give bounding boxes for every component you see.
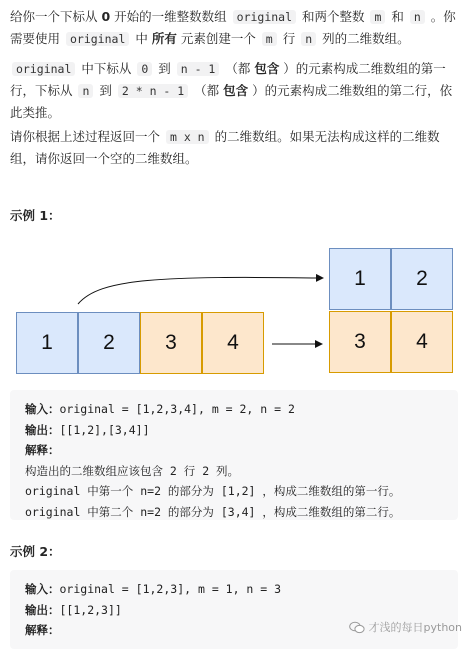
inline-code: 2 * n - 1 <box>118 84 188 98</box>
wechat-icon <box>349 621 365 634</box>
output-line <box>25 600 443 621</box>
example-2-title: 示例 2： <box>10 544 61 559</box>
output-label: 输出： <box>25 602 60 617</box>
explain-line <box>25 440 443 461</box>
text: 中 <box>131 31 152 46</box>
input-label: 输入： <box>25 402 60 416</box>
text: 到 <box>95 83 116 98</box>
text: 开始的一维整数数组 <box>110 9 231 24</box>
input-cell: 2 <box>78 312 140 374</box>
bold-text: 包含 <box>254 61 280 76</box>
inline-code: m <box>262 32 277 46</box>
text: 请你根据上述过程返回一个 <box>10 129 164 144</box>
output-cell: 1 <box>329 248 391 310</box>
explain-text: original 中第一个 n=2 的部分为 [1,2] ，构成二维数组的第一行。 <box>25 484 401 498</box>
explain-text: 构造出的二维数组应该包含 2 行 2 列。 <box>25 463 240 478</box>
inline-code: original <box>12 62 75 76</box>
inline-code: n <box>301 32 316 46</box>
text: 元素创建一个 <box>176 31 260 46</box>
inline-code: n <box>410 10 425 24</box>
input-label: 输入： <box>25 582 60 596</box>
inline-code: n - 1 <box>177 62 220 76</box>
text: 的二维数组。如果无法构成这样的二维数组，请你返回一个空的二维数组。 <box>10 129 440 166</box>
bold-text: 包含 <box>223 83 249 98</box>
text: 行 <box>278 31 300 46</box>
input-cell: 1 <box>16 312 78 374</box>
inline-code: n <box>78 84 93 98</box>
bold-text: 所有 <box>151 31 177 46</box>
input-value: original = [1,2,3,4], m = 2, n = 2 <box>59 402 295 416</box>
output-value: [[1,2,3]] <box>59 602 122 617</box>
example-1-title: 示例 1： <box>10 208 61 223</box>
text: 到 <box>154 61 175 76</box>
output-line <box>25 420 443 441</box>
explain-text: original 中第二个 n=2 的部分为 [3,4] ，构成二维数组的第二行。 <box>25 504 401 519</box>
text: ）的元素构成二维数组的第二行，依此类推。 <box>10 83 453 120</box>
input-cell: 3 <box>140 312 202 374</box>
inline-code: original <box>66 32 129 46</box>
inline-code: m <box>370 10 385 24</box>
text: 和两个整数 <box>298 9 369 24</box>
input-cell: 4 <box>202 312 264 374</box>
text: （都 <box>190 83 224 98</box>
output-label: 输出： <box>25 422 60 437</box>
inline-code: 0 <box>137 62 152 76</box>
output-cell: 2 <box>391 248 453 310</box>
output-value: [[1,2],[3,4]] <box>59 422 150 437</box>
text: 。你需要使用 <box>10 9 456 46</box>
inline-code: original <box>233 10 296 24</box>
example-1-box <box>10 390 458 520</box>
inline-code: m x n <box>166 130 209 144</box>
explain-label: 解释： <box>25 443 60 457</box>
text: 中下标从 <box>77 61 136 76</box>
output-cell: 4 <box>391 311 453 373</box>
text: 给你一个下标从 <box>10 9 102 24</box>
output-cell: 3 <box>329 311 391 373</box>
watermark-text: 才浅的每日python <box>368 621 462 634</box>
watermark <box>349 619 462 635</box>
input-line <box>25 399 443 420</box>
explain-label: 解释： <box>25 623 60 637</box>
text: ）的元素构成二维数组的第一行，下标从 <box>10 61 446 98</box>
input-value: original = [1,2,3], m = 1, n = 3 <box>59 582 282 596</box>
text: 列的二维数组。 <box>318 31 410 46</box>
text: （都 <box>221 61 255 76</box>
bold-text: 0 <box>101 9 111 24</box>
text: 和 <box>387 9 408 24</box>
curved-arrow <box>78 277 322 304</box>
input-line <box>25 579 443 600</box>
example-2-box <box>10 570 458 649</box>
